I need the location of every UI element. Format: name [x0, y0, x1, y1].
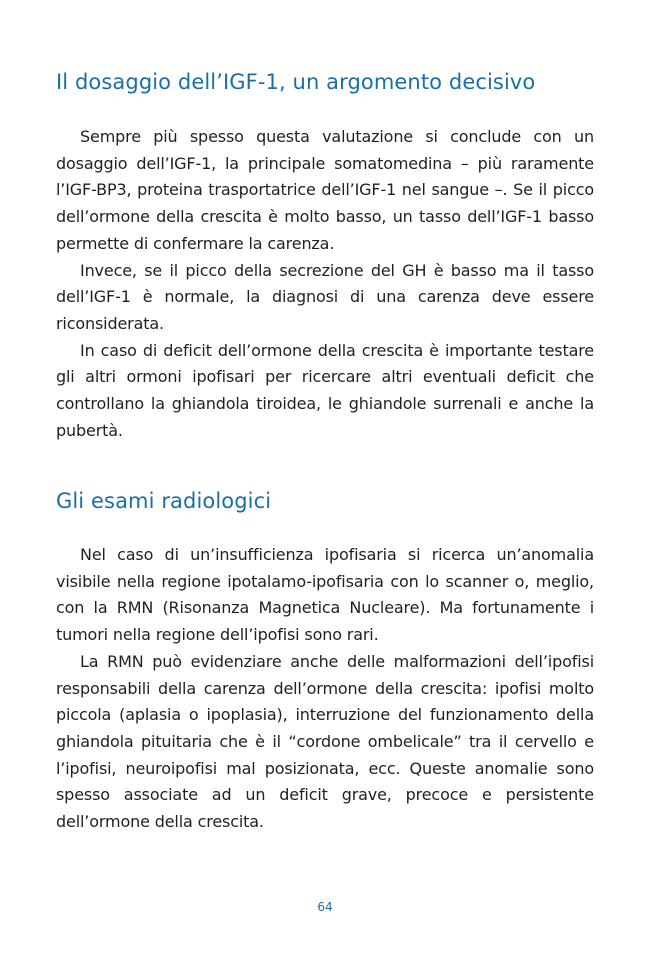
paragraph: La RMN può evidenziare anche delle malformazioni dell’ipofisi responsabili della carenza dell’ormone della crescita: ipofisi molto piccola (aplasia o ipoplasia), interruzione del funzionamento della ghiandola pituitaria che è il “cordone ombelicale” tra il cervello e l’ipofisi, neuroipofisi mal posizionata, ecc. Queste anomalie sono spesso associate ad un deficit grave, precoce e persistente dell’ormone della crescita.: [56, 651, 594, 832]
paragraph: Invece, se il picco della secrezione del GH è basso ma il tasso dell’IGF-1 è normale, la diagnosi di una carenza deve essere riconsiderata.: [56, 260, 594, 333]
paragraph: Nel caso di un’insufficienza ipofisaria si ricerca un’anomalia visibile nella regione ipotalamo-ipofisaria con lo scanner o, meglio, con la RMN (Risonanza Magnetica Nucleare). Ma fortunamente i tumori nella regione dell’ipofisi sono rari.: [56, 545, 594, 645]
section-heading-radiology: Gli esami radiologici: [56, 489, 272, 513]
section-igf1-body: [56, 124, 594, 444]
section-heading-igf1: Il dosaggio dell’IGF-1, un argomento decisivo: [56, 70, 536, 94]
paragraph: Sempre più spesso questa valutazione si conclude con un dosaggio dell’IGF-1, la principale somatomedina – più raramente l’IGF-BP3, proteina trasportatrice dell’IGF-1 nel sangue –. Se il picco dell’ormone della crescita è molto basso, un tasso dell’IGF-1 basso permette di confermare la carenza.: [56, 127, 594, 253]
section-radiology-body: [56, 542, 594, 836]
paragraph: In caso di deficit dell’ormone della crescita è importante testare gli altri ormoni ipofisari per ricercare altri eventuali deficit che controllano la ghiandola tiroidea, le ghiandole surrenali e anche la pubertà.: [56, 340, 594, 440]
page-number: 64: [317, 900, 333, 914]
